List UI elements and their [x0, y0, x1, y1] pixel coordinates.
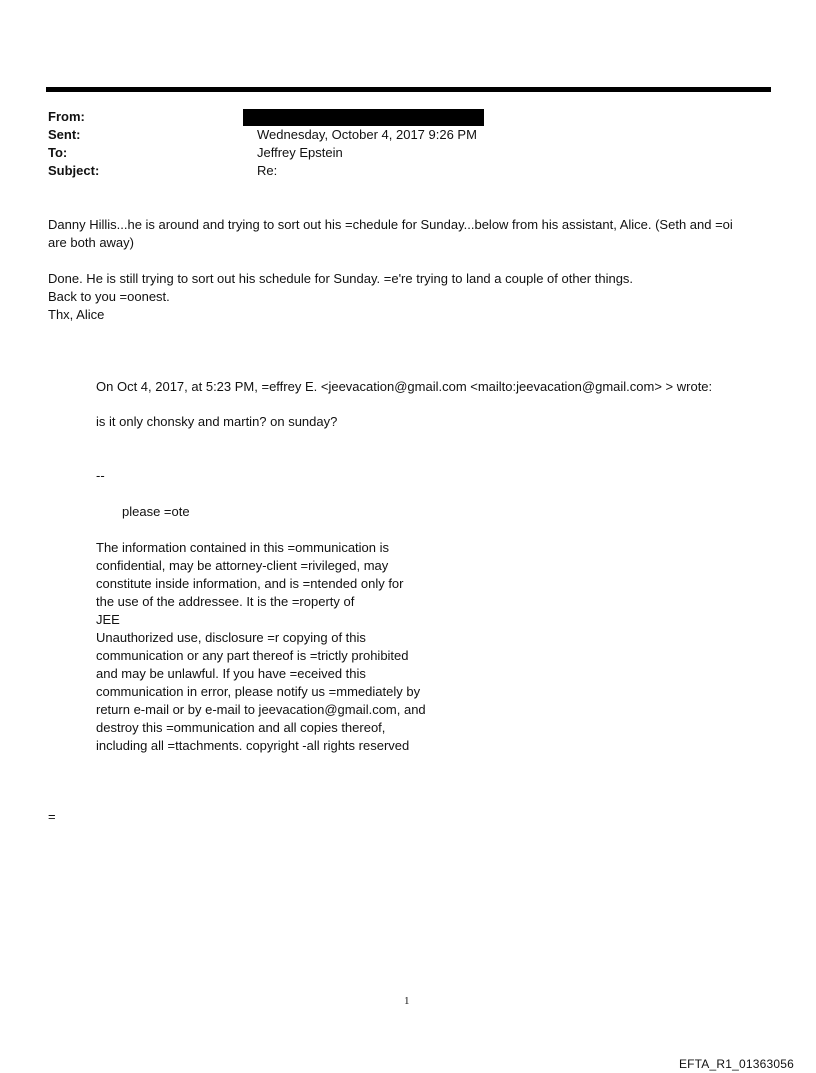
bates-number: EFTA_R1_01363056 — [678, 1057, 794, 1071]
disclaimer-line: the use of the addressee. It is the =roperty of — [96, 594, 355, 609]
body-para2-line1: Done. He is still trying to sort out his schedule for Sunday. =e're trying to land a couple of other things. — [48, 271, 634, 286]
subject-value: Re: — [257, 163, 278, 178]
sent-label: Sent: — [48, 127, 81, 142]
page-number: 1 — [404, 995, 410, 1007]
body-para2-line2: Back to you =oonest. — [48, 289, 170, 304]
disclaimer-line: confidential, may be attorney-client =rivileged, may — [96, 558, 389, 573]
from-label: From: — [48, 109, 85, 124]
disclaimer-line: communication in error, please notify us =mmediately by — [96, 684, 421, 699]
to-label: To: — [48, 145, 68, 160]
disclaimer-line: and may be unlawful. If you have =eceived this — [96, 666, 366, 681]
disclaimer-line: communication or any part thereof is =trictly prohibited — [96, 648, 409, 663]
to-value: Jeffrey Epstein — [257, 145, 343, 160]
redacted-sender — [243, 109, 484, 126]
disclaimer-line: return e-mail or by e-mail to jeevacation@gmail.com, and — [96, 702, 426, 717]
sent-value: Wednesday, October 4, 2017 9:26 PM — [257, 127, 477, 142]
trailing-equals: = — [48, 809, 56, 824]
disclaimer-line: The information contained in this =ommunication is — [96, 540, 390, 555]
disclaimer-line: including all =ttachments. copyright -all rights reserved — [96, 738, 410, 753]
body-para1-line2: are both away) — [48, 235, 134, 250]
quoted-question: is it only chonsky and martin? on sunday? — [96, 414, 338, 429]
quoted-dashes: -- — [96, 468, 105, 483]
disclaimer-line: constitute inside information, and is =ntended only for — [96, 576, 404, 591]
disclaimer-line: destroy this =ommunication and all copies thereof, — [96, 720, 386, 735]
quoted-intro: On Oct 4, 2017, at 5:23 PM, =effrey E. <jeevacation@gmail.com <mailto:jeevacation@gmail.com> > wrote: — [96, 379, 713, 394]
body-para1-line1: Danny Hillis...he is around and trying to sort out his =chedule for Sunday...below from his assistant, Alice. (Seth and =oi — [48, 217, 733, 232]
body-para2-line3: Thx, Alice — [48, 307, 105, 322]
quoted-please-note: please =ote — [122, 504, 190, 519]
disclaimer-line: Unauthorized use, disclosure =r copying of this — [96, 630, 366, 645]
header-rule — [46, 87, 771, 92]
subject-label: Subject: — [48, 163, 100, 178]
disclaimer-line: JEE — [96, 612, 120, 627]
